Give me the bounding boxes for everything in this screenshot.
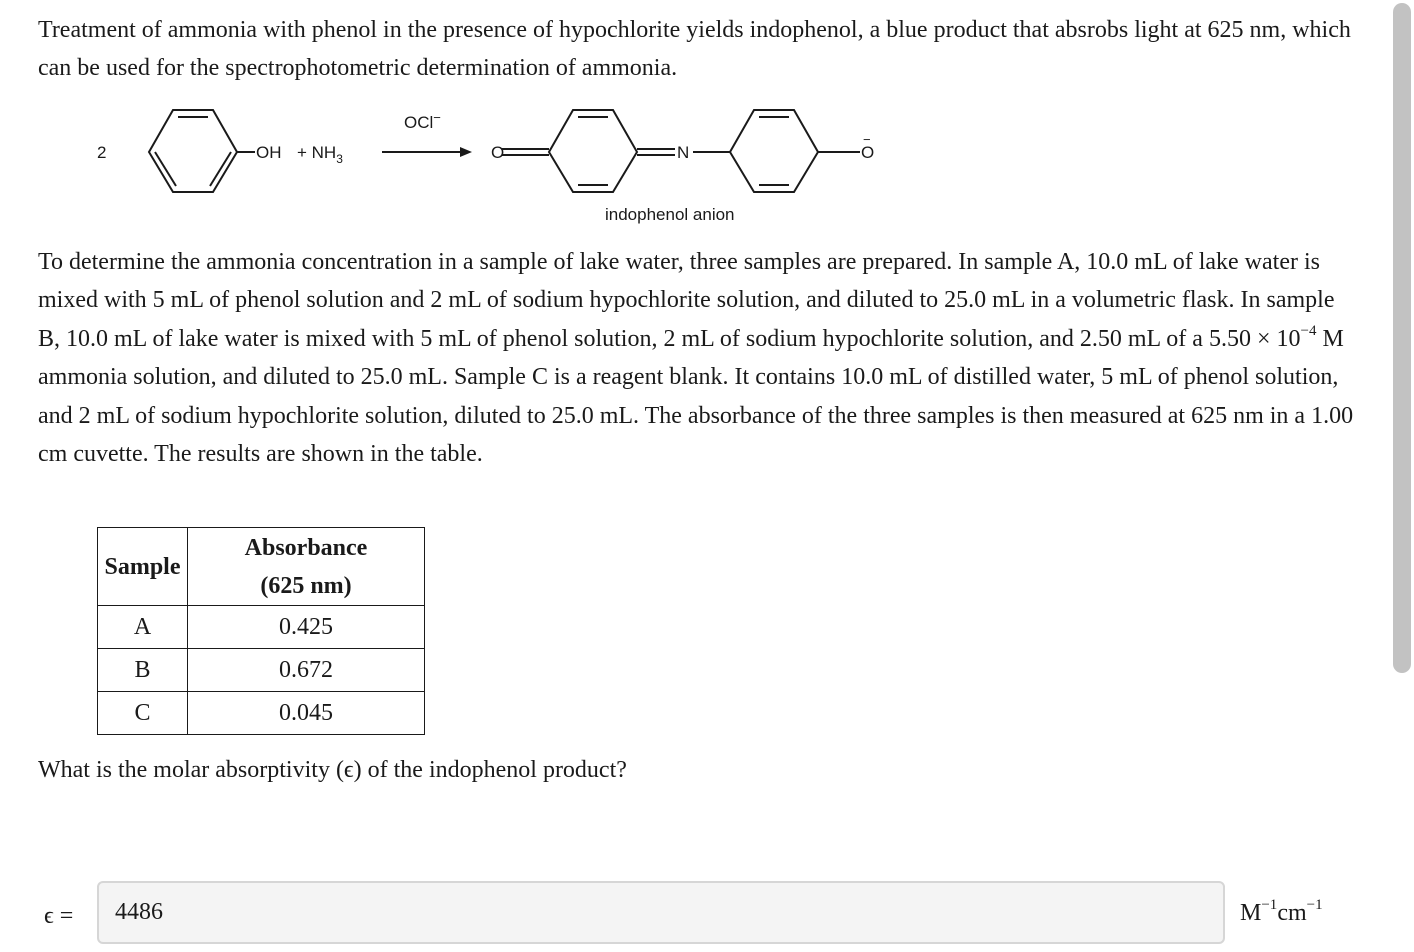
- molar-absorptivity-input[interactable]: [97, 881, 1225, 944]
- arrow-head: [460, 147, 472, 157]
- product-label: indophenol anion: [605, 205, 735, 224]
- sample-cell: B: [98, 649, 188, 692]
- quinone-ring: [502, 110, 730, 192]
- carbonyl-oxygen: O: [491, 143, 505, 162]
- reaction-coefficient: 2: [97, 143, 107, 162]
- absorbance-header: Absorbance (625 nm): [188, 528, 425, 606]
- scrollbar-thumb[interactable]: [1393, 3, 1411, 673]
- answer-unit: $M^{-1}cm^{-1}$: [1240, 897, 1323, 926]
- sample-cell: A: [98, 606, 188, 649]
- concentration-exponent: −4: [1300, 322, 1317, 339]
- phenoxide-ring: [730, 110, 860, 192]
- epsilon-label: ϵ =: [44, 903, 74, 929]
- reaction-scheme: [90, 100, 910, 230]
- absorbance-cell: 0.045: [188, 692, 425, 735]
- imine-nitrogen: N: [677, 143, 690, 162]
- intro-paragraph: Treatment of ammonia with phenol in the presence of hypochlorite yields indophenol, a blue product that absrobs light at 625 nm, which can be used for the spectrophotometric determination of ammonia.: [38, 17, 1351, 82]
- phenol-ring: [149, 110, 255, 192]
- table-row: [98, 692, 425, 735]
- phenoxide-oxygen: O: [861, 143, 875, 162]
- ammonia-label: + $NH_3$: [297, 143, 343, 166]
- absorbance-cell: 0.672: [188, 649, 425, 692]
- absorbance-table: [97, 527, 425, 735]
- sample-header: Sample: [98, 528, 188, 606]
- question-text: What is the molar absorptivity (ϵ) of the indophenol product?: [38, 757, 627, 783]
- phenoxide-charge: −: [863, 132, 871, 147]
- sample-cell: C: [98, 692, 188, 735]
- setup-paragraph: To determine the ammonia concentration in a sample of lake water, three samples are prepared. In sample A, 10.0 mL of lake water is mixed with 5 mL of phenol solution and 2 mL of sodium hypochlorite solution, and diluted to 25.0 mL in a volumetric flask. In sample B, 10.0 mL of lake water is mixed with 5 mL of phenol solution, 2 mL of sodium hypochlorite solution, and 2.50 mL of a $5.50 \times 10^{-4}$ M ammonia solution, and diluted to 25.0 mL. Sample C is a reagent blank. It contains 10.0 mL of distilled water, 5 mL of phenol solution, and 2 mL of sodium hypochlorite solution, diluted to 25.0 mL. The absorbance of the three samples is then measured at 625 nm in a 1.00 cm cuvette. The results are shown in the table.: [38, 249, 1354, 468]
- hydroxyl-label: OH: [256, 143, 282, 162]
- hypochlorite-label: OCl−: [404, 110, 441, 132]
- table-row: [98, 649, 425, 692]
- absorbance-cell: 0.425: [188, 606, 425, 649]
- table-row: [98, 606, 425, 649]
